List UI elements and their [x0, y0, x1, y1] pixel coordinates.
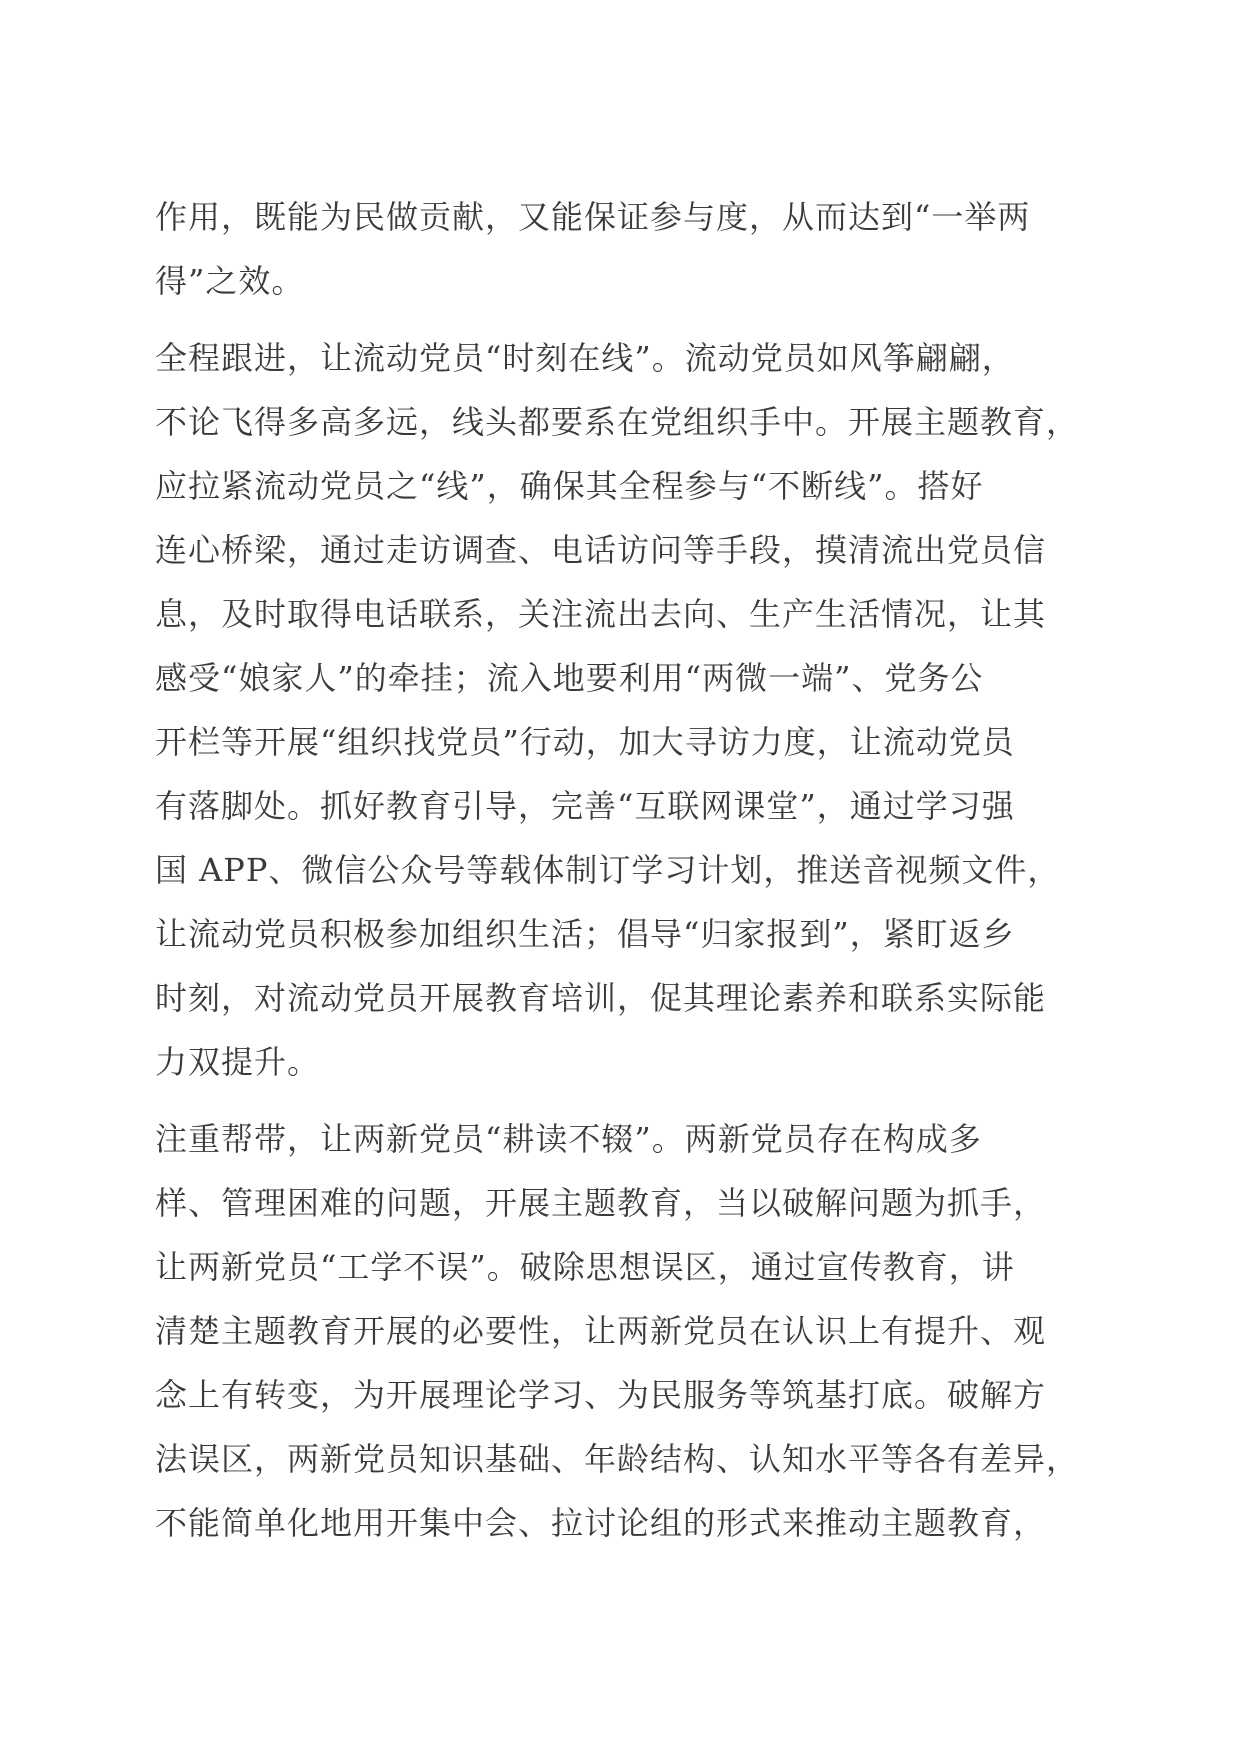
text-line: 样、管理困难的问题，开展主题教育，当以破解问题为抓手，	[155, 1184, 1047, 1222]
text-line: 让流动党员积极参加组织生活；倡导“归家报到”，紧盯返乡	[155, 915, 1015, 953]
text-line: 作用，既能为民做贡献，又能保证参与度，从而达到“一举两	[155, 198, 1031, 236]
text-line: 念上有转变，为开展理论学习、为民服务等筑基打底。破解方	[155, 1376, 1047, 1414]
text-line: 让两新党员“工学不误”。破除思想误区，通过宣传教育，讲	[155, 1248, 1015, 1286]
body-text	[155, 185, 1085, 1555]
text-line: 注重帮带，让两新党员“耕读不辍”。两新党员存在构成多	[155, 1120, 982, 1158]
paragraph-3	[155, 1107, 1085, 1555]
text-line: 力双提升。	[155, 1043, 321, 1081]
text-line: 法误区，两新党员知识基础、年龄结构、认知水平等各有差异，	[155, 1440, 1080, 1478]
text-line: 时刻，对流动党员开展教育培训，促其理论素养和联系实际能	[155, 979, 1047, 1017]
text-line: 息，及时取得电话联系，关注流出去向、生产生活情况，让其	[155, 595, 1047, 633]
paragraph-2	[155, 326, 1085, 1094]
text-line: 清楚主题教育开展的必要性，让两新党员在认识上有提升、观	[155, 1312, 1047, 1350]
text-line: 国 APP、微信公众号等载体制订学习计划，推送音视频文件，	[155, 851, 1061, 889]
text-line: 连心桥梁，通过走访调查、电话访问等手段，摸清流出党员信	[155, 531, 1047, 569]
text-line: 不论飞得多高多远，线头都要系在党组织手中。开展主题教育，	[155, 403, 1080, 441]
text-line: 有落脚处。抓好教育引导，完善“互联网课堂”，通过学习强	[155, 787, 1015, 825]
text-line: 全程跟进，让流动党员“时刻在线”。流动党员如风筝翩翩，	[155, 339, 1015, 377]
text-line: 开栏等开展“组织找党员”行动，加大寻访力度，让流动党员	[155, 723, 1015, 761]
text-line: 感受“娘家人”的牵挂；流入地要利用“两微一端”、党务公	[155, 659, 984, 697]
text-line: 得”之效。	[155, 262, 305, 300]
text-line: 不能简单化地用开集中会、拉讨论组的形式来推动主题教育，	[155, 1504, 1047, 1542]
paragraph-1	[155, 185, 1085, 313]
text-line: 应拉紧流动党员之“线”，确保其全程参与“不断线”。搭好	[155, 467, 984, 505]
